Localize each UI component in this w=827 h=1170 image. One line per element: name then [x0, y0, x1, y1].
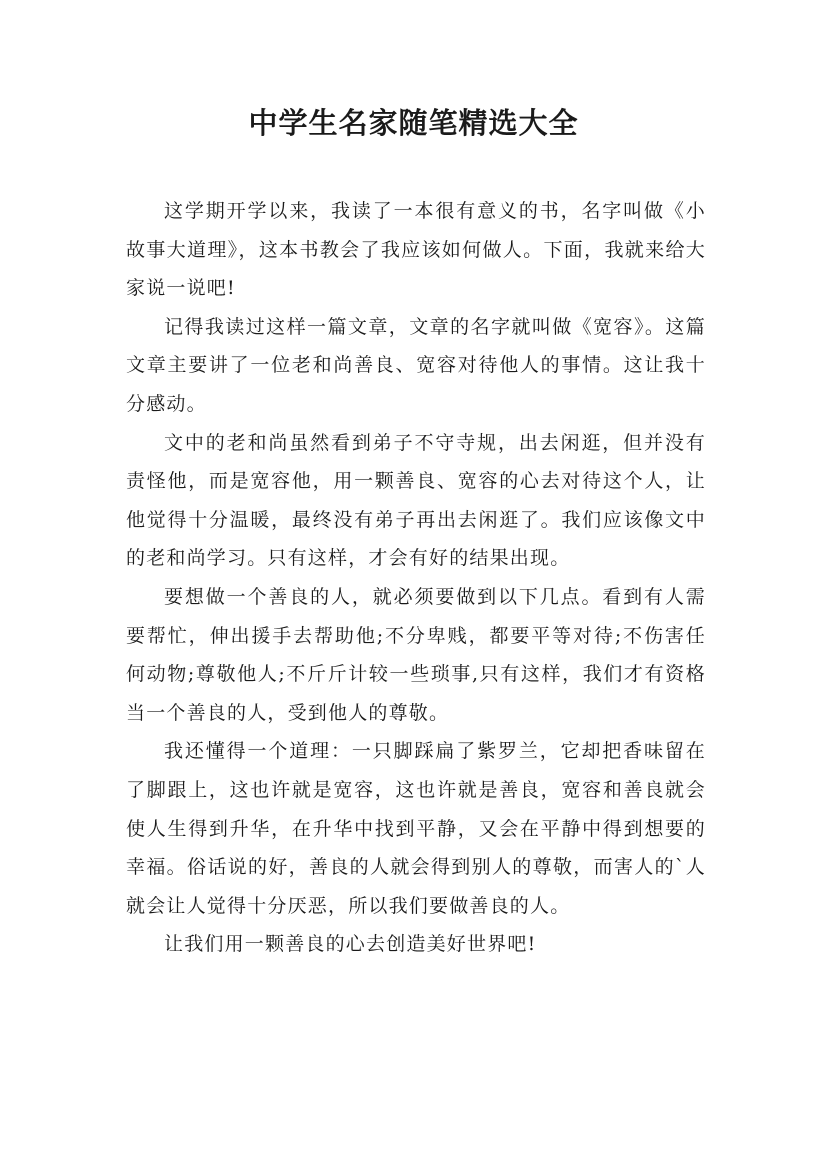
paragraph: 记得我读过这样一篇文章，文章的名字就叫做《宽容》。这篇文章主要讲了一位老和尚善良、宽容对待他人的事情。这让我十分感动。: [126, 315, 706, 415]
paragraph: 我还懂得一个道理：一只脚踩扁了紫罗兰，它却把香味留在了脚跟上，这也许就是宽容，这也许就是善良，宽容和善良就会使人生得到升华，在升华中找到平静，又会在平静中得到想要的幸福。俗话说的好，善良的人就会得到别人的尊敬，而害人的`人就会让人觉得十分厌恶，所以我们要做善良的人。: [126, 740, 706, 917]
document-title: 中学生名家随笔精选大全: [248, 106, 579, 140]
paragraph: 让我们用一颗善良的心去创造美好世界吧!: [164, 933, 537, 956]
paragraph: 要想做一个善良的人，就必须要做到以下几点。看到有人需要帮忙，伸出援手去帮助他;不分卑贱，都要平等对待;不伤害任何动物;尊敬他人;不斤斤计较一些琐事,只有这样，我们才有资格当一个善良的人，受到他人的尊敬。: [126, 585, 706, 724]
paragraph: 文中的老和尚虽然看到弟子不守寺规，出去闲逛，但并没有责怪他，而是宽容他，用一颗善良、宽容的心去对待这个人，让他觉得十分温暖，最终没有弟子再出去闲逛了。我们应该像文中的老和尚学习。只有这样，才会有好的结果出现。: [126, 431, 706, 570]
paragraph: 这学期开学以来，我读了一本很有意义的书，名字叫做《小故事大道理》，这本书教会了我应该如何做人。下面，我就来给大家说一说吧!: [126, 200, 706, 300]
document-body: [126, 192, 706, 964]
